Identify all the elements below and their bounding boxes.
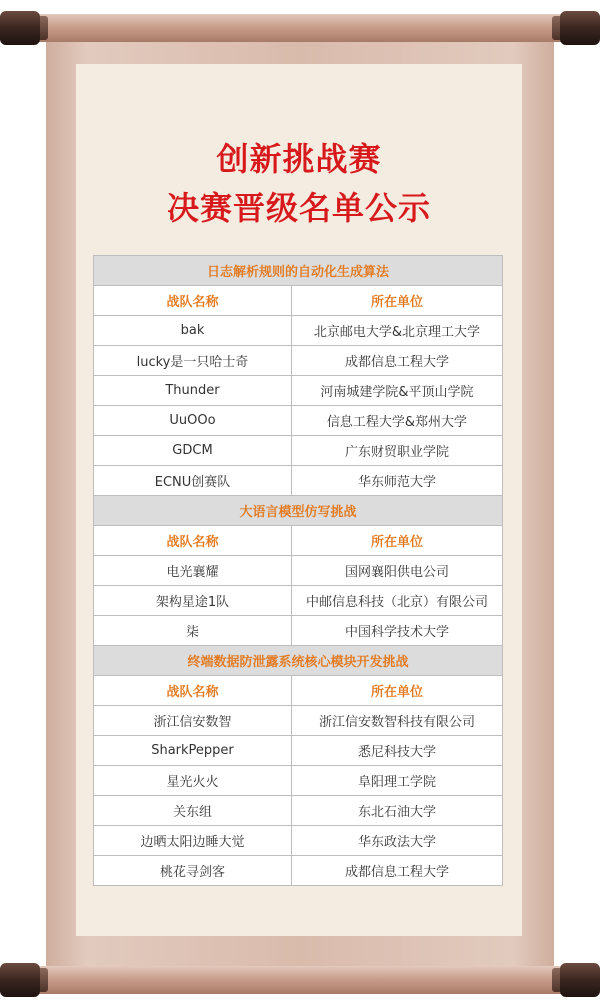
table-row <box>94 706 503 736</box>
organization-cell: 中邮信息科技（北京）有限公司 <box>292 586 503 616</box>
team-name-cell: ECNU创赛队 <box>94 466 292 496</box>
table-row <box>94 736 503 766</box>
table-row <box>94 436 503 466</box>
organization-cell: 北京邮电大学&北京理工大学 <box>292 316 503 346</box>
team-name-cell: UuOOo <box>94 406 292 436</box>
team-name-header: 战队名称 <box>94 286 292 316</box>
table-row <box>94 346 503 376</box>
team-name-cell: 边晒太阳边睡大觉 <box>94 826 292 856</box>
scroll-top-rod <box>0 8 600 48</box>
table-row <box>94 556 503 586</box>
column-header-row <box>94 526 503 556</box>
organization-cell: 东北石油大学 <box>292 796 503 826</box>
team-name-cell: 桃花寻剑客 <box>94 856 292 886</box>
team-name-cell: bak <box>94 316 292 346</box>
organization-cell: 中国科学技术大学 <box>292 616 503 646</box>
team-name-header: 战队名称 <box>94 676 292 706</box>
team-name-cell: GDCM <box>94 436 292 466</box>
organization-header: 所在单位 <box>292 286 503 316</box>
organization-cell: 成都信息工程大学 <box>292 346 503 376</box>
organization-cell: 信息工程大学&郑州大学 <box>292 406 503 436</box>
team-name-cell: SharkPepper <box>94 736 292 766</box>
column-header-row <box>94 286 503 316</box>
table-row <box>94 766 503 796</box>
organization-cell: 河南城建学院&平顶山学院 <box>292 376 503 406</box>
organization-cell: 华东师范大学 <box>292 466 503 496</box>
section-header-row <box>94 496 503 526</box>
column-header-row <box>94 676 503 706</box>
table-row <box>94 406 503 436</box>
team-name-cell: 星光火火 <box>94 766 292 796</box>
team-name-cell: 电光襄耀 <box>94 556 292 586</box>
organization-cell: 阜阳理工学院 <box>292 766 503 796</box>
organization-cell: 悉尼科技大学 <box>292 736 503 766</box>
table-row <box>94 796 503 826</box>
section-title: 终端数据防泄露系统核心模块开发挑战 <box>94 646 503 676</box>
rod-knob-right <box>560 11 600 45</box>
team-name-cell: lucky是一只哈士奇 <box>94 346 292 376</box>
rod-knob-left <box>0 963 40 997</box>
organization-cell: 浙江信安数智科技有限公司 <box>292 706 503 736</box>
rod-knob-left <box>0 11 40 45</box>
organization-cell: 国网襄阳供电公司 <box>292 556 503 586</box>
organization-cell: 华东政法大学 <box>292 826 503 856</box>
table-row <box>94 616 503 646</box>
team-name-cell: 关东组 <box>94 796 292 826</box>
team-name-header: 战队名称 <box>94 526 292 556</box>
table-row <box>94 586 503 616</box>
organization-header: 所在单位 <box>292 676 503 706</box>
page-title-line1: 创新挑战赛 <box>216 140 382 178</box>
table-row <box>94 376 503 406</box>
page-title-line2: 决赛晋级名单公示 <box>166 189 431 227</box>
organization-cell: 广东财贸职业学院 <box>292 436 503 466</box>
section-title: 日志解析规则的自动化生成算法 <box>94 256 503 286</box>
organization-header: 所在单位 <box>292 526 503 556</box>
organization-cell: 成都信息工程大学 <box>292 856 503 886</box>
finalist-table <box>93 255 503 886</box>
rod-knob-right <box>560 963 600 997</box>
team-name-cell: 架构星途1队 <box>94 586 292 616</box>
section-header-row <box>94 256 503 286</box>
team-name-cell: 柒 <box>94 616 292 646</box>
table-row <box>94 856 503 886</box>
table-row <box>94 466 503 496</box>
section-header-row <box>94 646 503 676</box>
scroll-bottom-rod <box>0 960 600 1000</box>
section-title: 大语言模型仿写挑战 <box>94 496 503 526</box>
team-name-cell: Thunder <box>94 376 292 406</box>
team-name-cell: 浙江信安数智 <box>94 706 292 736</box>
table-row <box>94 316 503 346</box>
table-row <box>94 826 503 856</box>
